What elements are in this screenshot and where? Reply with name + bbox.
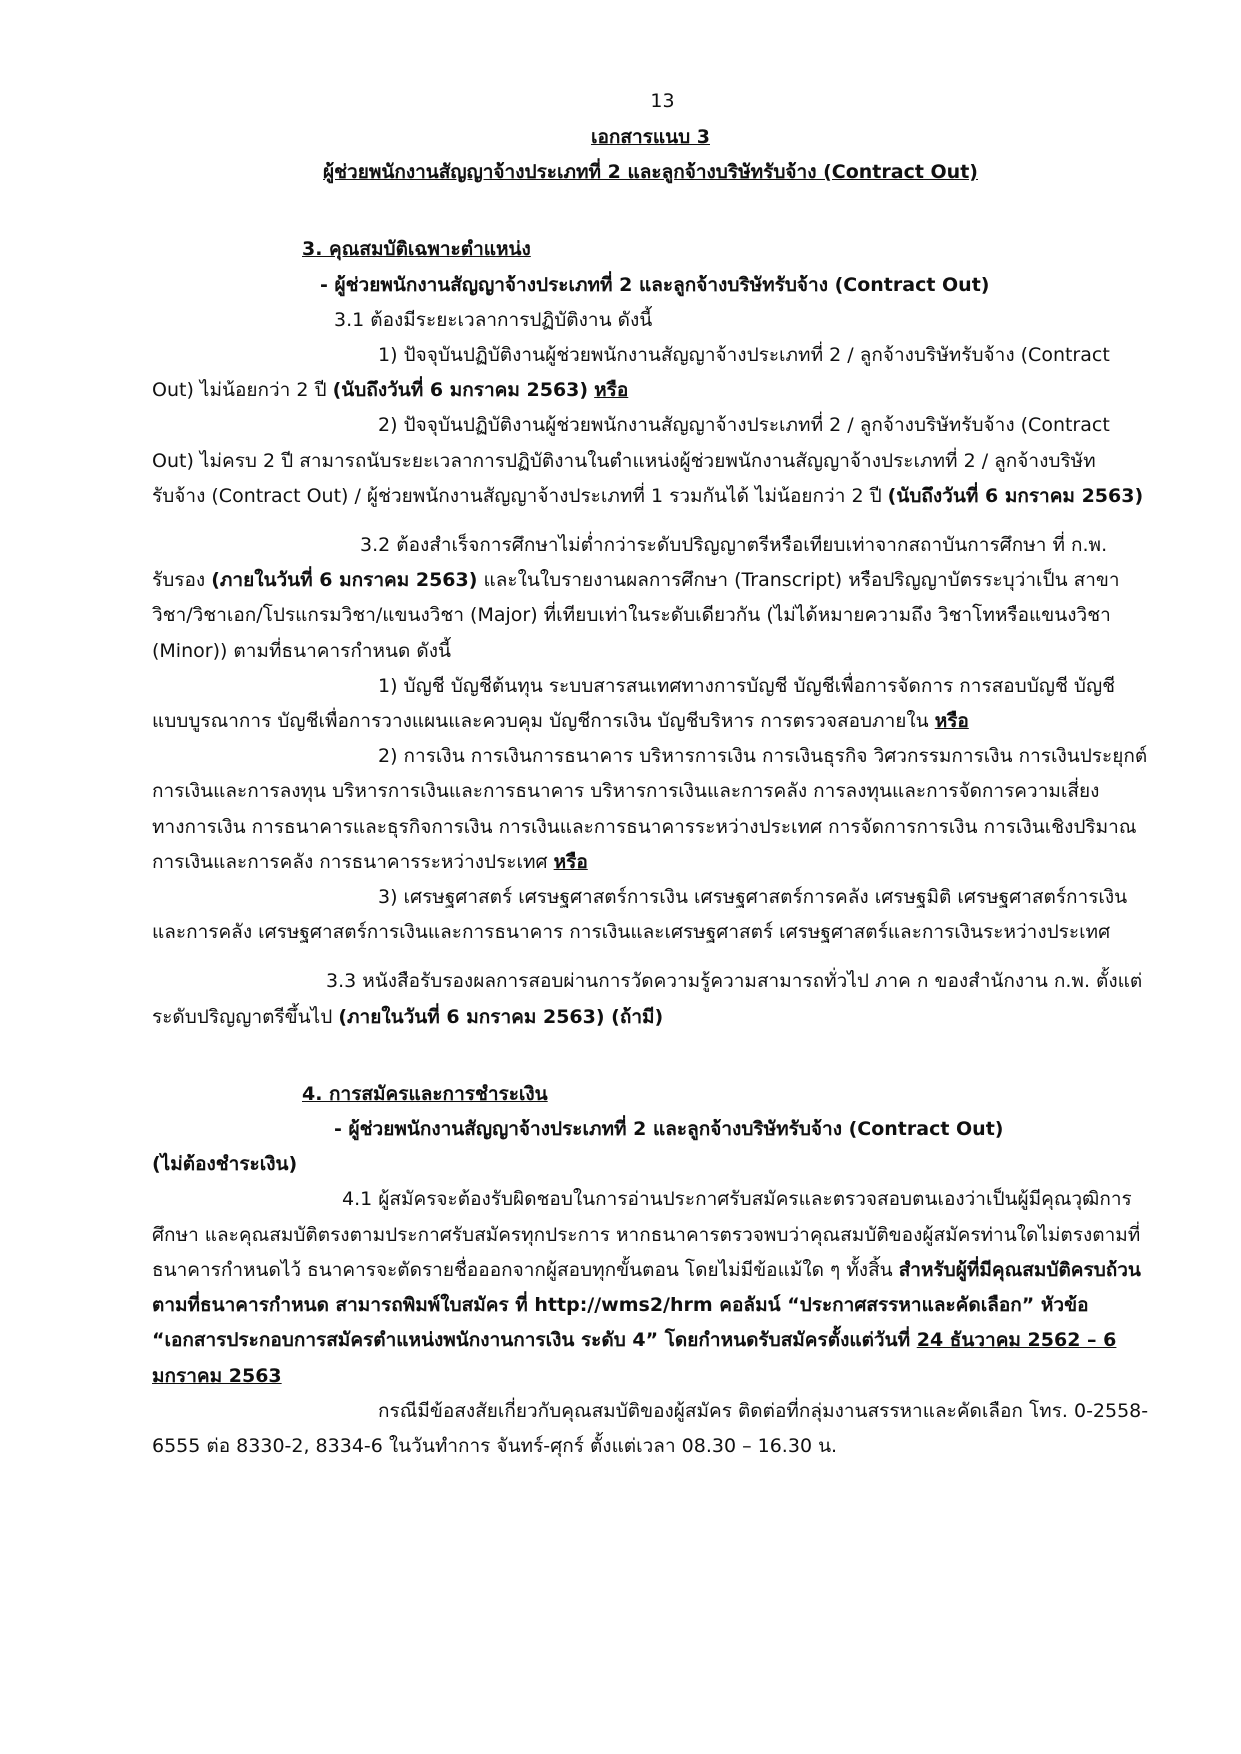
clause-3-2-2 — [152, 739, 1149, 880]
section-4-note: (ไม่ต้องชำระเงิน) — [152, 1153, 298, 1176]
clause-3-1-1-date: (นับถึงวันที่ 6 มกราคม 2563) — [332, 379, 589, 402]
document-subtitle: ผู้ช่วยพนักงานสัญญาจ้างประเภทที่ 2 และลูกจ้างบริษัทรับจ้าง (Contract Out) — [323, 161, 978, 184]
clause-3-1-2 — [152, 408, 1149, 514]
clause-3-2-date: (ภายในวันที่ 6 มกราคม 2563) — [211, 569, 478, 592]
page-number: 13 — [650, 90, 675, 112]
clause-3-2-rest: และในใบรายงานผลการศึกษา (Transcript) หรือปริญญาบัตรระบุว่าเป็น สาขาวิชา/วิชาเอก/โปรแกรมวิชา/แขนงวิชา (Major) ที่เทียบเท่าในระดับเดียวกัน (ไม่ได้หมายความถึง วิชาโทหรือแขนงวิชา (Minor)) ตามที่ธนาคารกำหนด ดังนี้ — [152, 569, 1120, 662]
clause-3-2-2-or: หรือ — [553, 850, 588, 873]
section-3-heading: 3. คุณสมบัติเฉพาะตำแหน่ง — [302, 238, 531, 261]
clause-3-1-2-date: (นับถึงวันที่ 6 มกราคม 2563) — [887, 484, 1144, 507]
clause-3-2 — [152, 528, 1149, 669]
clause-4-1-text: 4.1 ผู้สมัครจะต้องรับผิดชอบในการอ่านประกาศรับสมัครและตรวจสอบตนเองว่าเป็นผู้มีคุณวุฒิการศึกษา และคุณสมบัติตรงตามประกาศรับสมัครทุกประการ หากธนาคารตรวจพบว่าคุณสมบัติของผู้สมัครท่านใดไม่ตรงตามที่ธนาคารกำหนดไว้ ธนาคารจะตัดรายชื่อออกจากผู้สอบทุกขั้นตอน โดยไม่มีข้อแม้ใด ๆ ทั้งสิ้น — [152, 1188, 1141, 1281]
clause-4-1-period: 24 ธันวาคม 2562 – 6 มกราคม 2563 — [152, 1329, 1117, 1387]
document-title: เอกสารแนบ 3 — [590, 126, 710, 148]
section-3-subheading: - ผู้ช่วยพนักงานสัญญาจ้างประเภทที่ 2 และลูกจ้างบริษัทรับจ้าง (Contract Out) — [320, 273, 990, 296]
clause-3-1-1-text: 1) ปัจจุบันปฏิบัติงานผู้ช่วยพนักงานสัญญาจ้างประเภทที่ 2 / ลูกจ้างบริษัทรับจ้าง (Contract Out) ไม่น้อยกว่า 2 ปี — [152, 344, 1110, 402]
clause-3-3 — [152, 964, 1149, 1034]
clause-3-1-2-text: 2) ปัจจุบันปฏิบัติงานผู้ช่วยพนักงานสัญญาจ้างประเภทที่ 2 / ลูกจ้างบริษัทรับจ้าง (Contract Out) ไม่ครบ 2 ปี สามารถนับระยะเวลาการปฏิบัติงานในตำแหน่งผู้ช่วยพนักงานสัญญาจ้างประเภทที่ 2 / ลูกจ้างบริษัทรับจ้าง (Contract Out) / ผู้ช่วยพนักงานสัญญาจ้างประเภทที่ 1 รวมกันได้ ไม่น้อยกว่า 2 ปี — [152, 414, 1110, 507]
clause-3-1-1 — [152, 338, 1149, 408]
clause-3-2-3: 3) เศรษฐศาสตร์ เศรษฐศาสตร์การเงิน เศรษฐศาสตร์การคลัง เศรษฐมิติ เศรษฐศาสตร์การเงินและการคลัง เศรษฐศาสตร์การเงินและการธนาคาร การเงินและเศรษฐศาสตร์ เศรษฐศาสตร์และการเงินระหว่างประเทศ — [152, 886, 1128, 944]
clause-3-1-1-or: หรือ — [594, 379, 629, 402]
clause-4-1 — [152, 1182, 1149, 1393]
clause-3-2-1-or: หรือ — [934, 710, 969, 733]
clause-3-2-2-text: 2) การเงิน การเงินการธนาคาร บริหารการเงิน การเงินธุรกิจ วิศวกรรมการเงิน การเงินประยุกต์ การเงินและการลงทุน บริหารการเงินและการธนาคาร บริหารการเงินและการคลัง การลงทุนและการจัดการความเสี่ยงทางการเงิน การธนาคารและธุรกิจการเงิน การเงินและการธนาคารระหว่างประเทศ การจัดการการเงิน การเงินเชิงปริมาณ การเงินและการคลัง การธนาคารระหว่างประเทศ — [152, 745, 1148, 873]
section-4-heading: 4. การสมัครและการชำระเงิน — [302, 1082, 548, 1105]
section-4-subheading: - ผู้ช่วยพนักงานสัญญาจ้างประเภทที่ 2 และลูกจ้างบริษัทรับจ้าง (Contract Out) — [334, 1118, 1004, 1141]
clause-3-3-text: 3.3 หนังสือรับรองผลการสอบผ่านการวัดความรู้ความสามารถทั่วไป ภาค ก ของสำนักงาน ก.พ. ตั้งแต่ระดับปริญญาตรีขึ้นไป — [152, 970, 1143, 1028]
clause-4-1-instructions: สำหรับผู้ที่มีคุณสมบัติครบถ้วนตามที่ธนาคารกำหนด สามารถพิมพ์ใบสมัคร ที่ http://wms2/hrm คอลัมน์ “ประกาศสรรหาและคัดเลือก” หัวข้อ “เอกสารประกอบการสมัครตำแหน่งพนักงานการเงิน ระดับ 4” โดยกำหนดรับสมัครตั้งแต่วันที่ — [152, 1258, 1141, 1352]
clause-3-3-date: (ภายในวันที่ 6 มกราคม 2563) (ถ้ามี) — [338, 1005, 664, 1028]
clause-3-2-1-text: 1) บัญชี บัญชีต้นทุน ระบบสารสนเทศทางการบัญชี บัญชีเพื่อการจัดการ การสอบบัญชี บัญชีแบบบูรณาการ บัญชีเพื่อการวางแผนและควบคุม บัญชีการเงิน บัญชีบริหาร การตรวจสอบภายใน — [152, 674, 1116, 733]
clause-3-2-1 — [152, 669, 1149, 739]
clause-3-2-text: 3.2 ต้องสำเร็จการศึกษาไม่ต่ำกว่าระดับปริญญาตรีหรือเทียบเท่าจากสถาบันการศึกษา ที่ ก.พ. รับรอง — [152, 534, 1108, 592]
contact-info: กรณีมีข้อสงสัยเกี่ยวกับคุณสมบัติของผู้สมัคร ติดต่อที่กลุ่มงานสรรหาและคัดเลือก โทร. 0-2558-6555 ต่อ 8330-2, 8334-6 ในวันทำการ จันทร์-ศุกร์ ตั้งแต่เวลา 08.30 – 16.30 น. — [152, 1399, 1149, 1457]
clause-3-1: 3.1 ต้องมีระยะเวลาการปฏิบัติงาน ดังนี้ — [334, 308, 653, 331]
